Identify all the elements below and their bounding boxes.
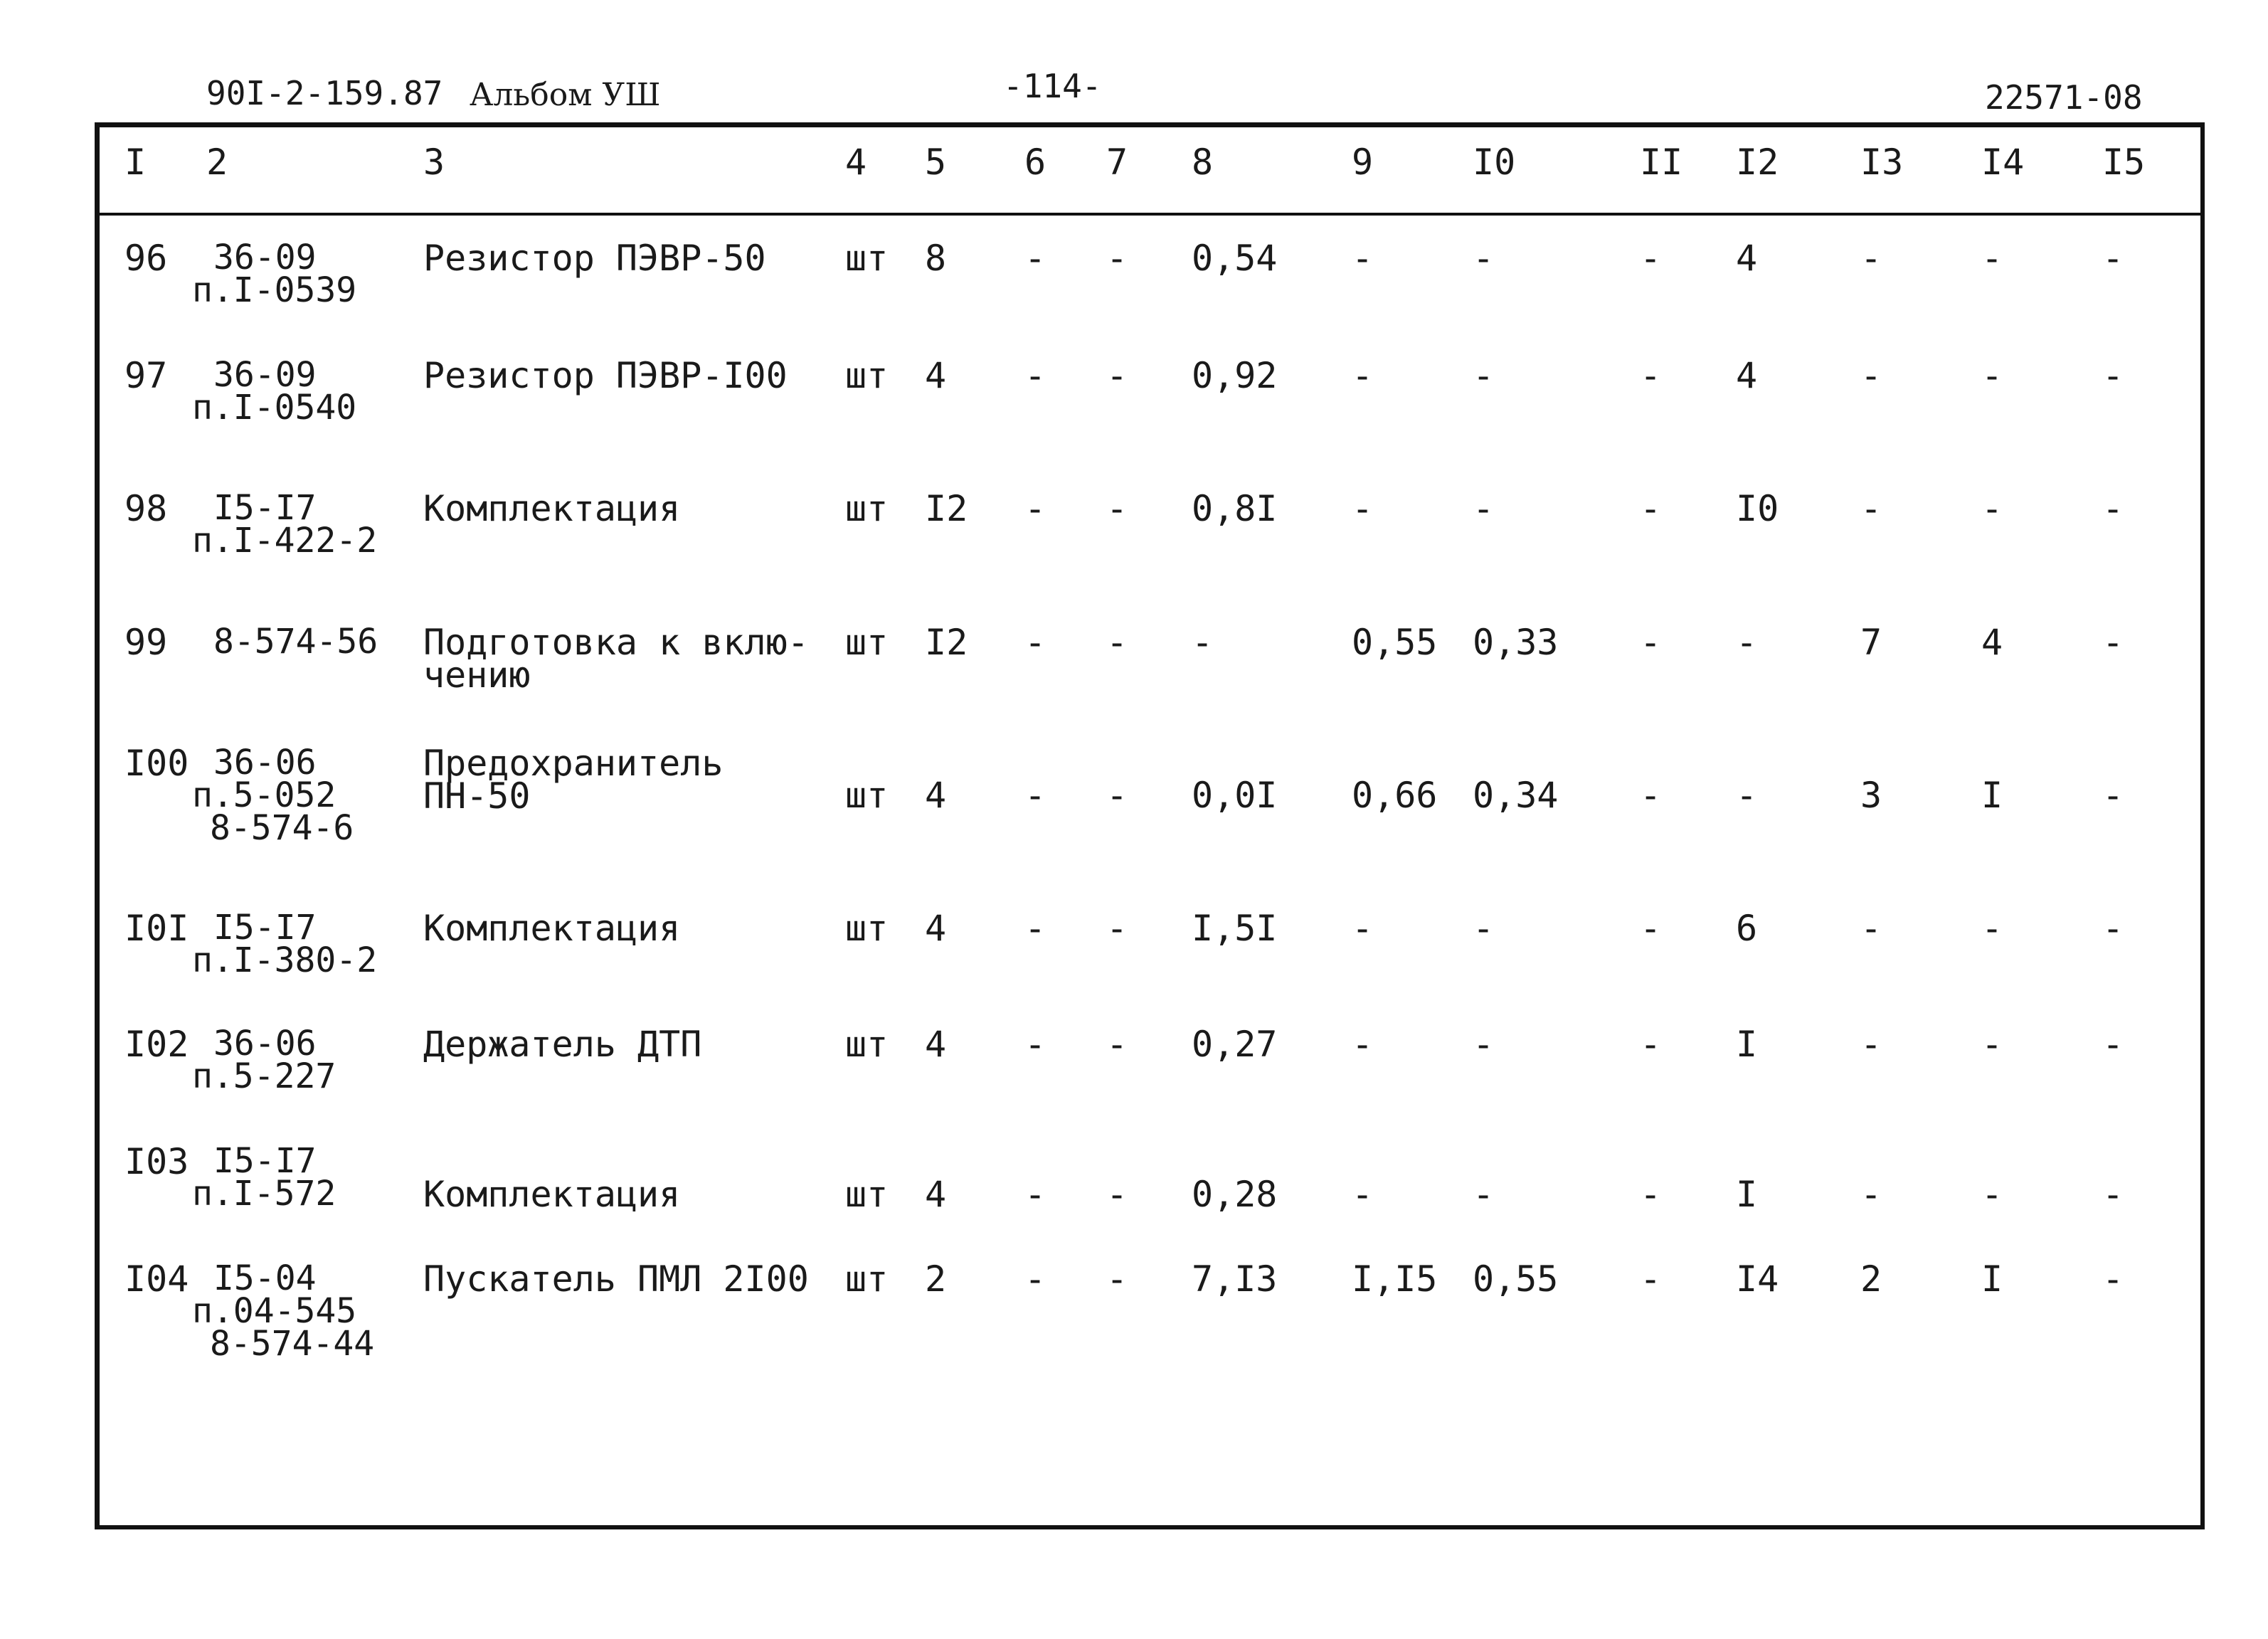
col10-cell: 0,33: [1473, 622, 1559, 663]
quantity-cell: I2: [925, 622, 968, 663]
code-line: I5-I7: [213, 908, 317, 948]
unit-cell: шт: [845, 622, 889, 663]
col11-cell: -: [1640, 1174, 1662, 1215]
name-line: Резистор ПЭВР-50: [423, 238, 766, 279]
column-header-14: I4: [1981, 142, 2025, 183]
col6-cell: -: [1024, 355, 1046, 396]
col13-cell: 7: [1860, 622, 1882, 663]
col7-cell: -: [1106, 355, 1128, 396]
col11-cell: -: [1640, 355, 1662, 396]
col9-cell: 0,66: [1352, 775, 1438, 816]
col7-cell: -: [1106, 238, 1128, 279]
col12-cell: -: [1736, 775, 1758, 816]
name-line: Держатель ДТП: [423, 1024, 702, 1065]
row-number: I03: [124, 1141, 189, 1182]
col9-cell: -: [1352, 1024, 1374, 1065]
row-number: 96: [124, 238, 168, 279]
col10-cell: -: [1473, 488, 1495, 529]
name-line: ПН-50: [423, 775, 531, 817]
col7-cell: -: [1106, 1174, 1128, 1215]
code-line: п.I-422-2: [192, 521, 378, 561]
column-header-6: 6: [1024, 142, 1046, 183]
page-number: -114-: [1003, 67, 1102, 105]
col14-cell: I: [1981, 775, 2003, 816]
col12-cell: 4: [1736, 355, 1758, 396]
column-header-12: I2: [1736, 142, 1779, 183]
col7-cell: -: [1106, 1024, 1128, 1065]
column-header-13: I3: [1860, 142, 1904, 183]
col15-cell: -: [2102, 1258, 2124, 1300]
quantity-cell: 8: [925, 238, 947, 279]
col8-cell: 0,8I: [1192, 488, 1278, 529]
unit-cell: шт: [845, 1024, 889, 1065]
col10-cell: 0,55: [1473, 1258, 1559, 1300]
col8-cell: 0,54: [1192, 238, 1278, 279]
col10-cell: 0,34: [1473, 775, 1559, 816]
col11-cell: -: [1640, 1024, 1662, 1065]
col13-cell: -: [1860, 1024, 1882, 1065]
unit-cell: шт: [845, 908, 889, 949]
col9-cell: I,I5: [1352, 1258, 1438, 1300]
col12-cell: -: [1736, 622, 1758, 663]
column-header-8: 8: [1192, 142, 1214, 183]
column-header-7: 7: [1106, 142, 1128, 183]
col15-cell: -: [2102, 355, 2124, 396]
col11-cell: -: [1640, 775, 1662, 816]
col15-cell: -: [2102, 1024, 2124, 1065]
unit-cell: шт: [845, 775, 889, 816]
name-line: Пускатель ПМЛ 2I00: [423, 1258, 809, 1300]
col12-cell: I0: [1736, 488, 1779, 529]
col6-cell: -: [1024, 775, 1046, 816]
col12-cell: 4: [1736, 238, 1758, 279]
code-line: п.04-545: [192, 1291, 357, 1331]
col15-cell: -: [2102, 238, 2124, 279]
col9-cell: -: [1352, 488, 1374, 529]
code-line: I5-I7: [213, 1141, 317, 1181]
col15-cell: -: [2102, 622, 2124, 663]
code-line: п.I-0539: [192, 270, 357, 310]
row-number: 98: [124, 488, 168, 529]
col8-cell: 0,0I: [1192, 775, 1278, 816]
column-header-15: I5: [2102, 142, 2146, 183]
col13-cell: -: [1860, 488, 1882, 529]
col6-cell: -: [1024, 1024, 1046, 1065]
code-line: п.I-572: [192, 1174, 337, 1214]
col13-cell: 2: [1860, 1258, 1882, 1300]
unit-cell: шт: [845, 1174, 889, 1215]
col10-cell: -: [1473, 238, 1495, 279]
quantity-cell: 4: [925, 775, 947, 816]
col11-cell: -: [1640, 488, 1662, 529]
col15-cell: -: [2102, 1174, 2124, 1215]
document-code: 90I-2-159.87: [206, 74, 443, 112]
code-line: 36-09: [213, 238, 317, 277]
col7-cell: -: [1106, 908, 1128, 949]
name-line: Комплектация: [423, 488, 681, 529]
col14-cell: -: [1981, 488, 2003, 529]
col7-cell: -: [1106, 1258, 1128, 1300]
code-line: 36-09: [213, 355, 317, 395]
row-number: 99: [124, 622, 168, 663]
col14-cell: -: [1981, 908, 2003, 949]
col14-cell: -: [1981, 355, 2003, 396]
col14-cell: -: [1981, 238, 2003, 279]
column-header-2: 2: [206, 142, 228, 183]
col13-cell: -: [1860, 908, 1882, 949]
col8-cell: I,5I: [1192, 908, 1278, 949]
code-line: 8-574-44: [210, 1324, 375, 1364]
col6-cell: -: [1024, 1174, 1046, 1215]
col6-cell: -: [1024, 622, 1046, 663]
column-header-11: II: [1640, 142, 1683, 183]
col9-cell: 0,55: [1352, 622, 1438, 663]
col7-cell: -: [1106, 775, 1128, 816]
col12-cell: I4: [1736, 1258, 1779, 1300]
col14-cell: -: [1981, 1024, 2003, 1065]
unit-cell: шт: [845, 488, 889, 529]
col13-cell: -: [1860, 1174, 1882, 1215]
code-line: 8-574-56: [213, 622, 378, 662]
table-frame: [95, 122, 2205, 1529]
name-line: Комплектация: [423, 1174, 681, 1215]
col12-cell: I: [1736, 1024, 1758, 1065]
col10-cell: -: [1473, 1024, 1495, 1065]
col7-cell: -: [1106, 488, 1128, 529]
column-header-4: 4: [845, 142, 867, 183]
col8-cell: 0,28: [1192, 1174, 1278, 1215]
col8-cell: 0,27: [1192, 1024, 1278, 1065]
row-number: I04: [124, 1258, 189, 1300]
col8-cell: 7,I3: [1192, 1258, 1278, 1300]
col11-cell: -: [1640, 238, 1662, 279]
col14-cell: -: [1981, 1174, 2003, 1215]
quantity-cell: 4: [925, 1024, 947, 1065]
col15-cell: -: [2102, 488, 2124, 529]
name-line: Резистор ПЭВР-I00: [423, 355, 788, 396]
col8-cell: -: [1192, 622, 1214, 663]
column-header-9: 9: [1352, 142, 1374, 183]
code-line: п.5-052: [192, 775, 337, 815]
name-line: чению: [423, 654, 531, 696]
name-line: Комплектация: [423, 908, 681, 949]
row-number: I00: [124, 743, 189, 784]
col10-cell: -: [1473, 355, 1495, 396]
col11-cell: -: [1640, 1258, 1662, 1300]
col11-cell: -: [1640, 908, 1662, 949]
code-line: 36-06: [213, 1024, 317, 1064]
quantity-cell: 4: [925, 908, 947, 949]
col9-cell: -: [1352, 908, 1374, 949]
unit-cell: шт: [845, 1258, 889, 1300]
quantity-cell: 2: [925, 1258, 947, 1300]
col6-cell: -: [1024, 488, 1046, 529]
col6-cell: -: [1024, 238, 1046, 279]
col9-cell: -: [1352, 1174, 1374, 1215]
code-line: I5-I7: [213, 488, 317, 528]
col12-cell: I: [1736, 1174, 1758, 1215]
col13-cell: -: [1860, 238, 1882, 279]
quantity-cell: 4: [925, 355, 947, 396]
code-line: п.I-380-2: [192, 940, 378, 980]
quantity-cell: 4: [925, 1174, 947, 1215]
code-line: п.5-227: [192, 1056, 337, 1096]
col8-cell: 0,92: [1192, 355, 1278, 396]
name-line: Подготовка к вклю-: [423, 622, 809, 663]
unit-cell: шт: [845, 238, 889, 279]
row-number: I02: [124, 1024, 189, 1065]
col7-cell: -: [1106, 622, 1128, 663]
row-number: 97: [124, 355, 168, 396]
column-header-1: I: [124, 142, 147, 183]
col9-cell: -: [1352, 355, 1374, 396]
code-line: 36-06: [213, 743, 317, 783]
col6-cell: -: [1024, 1258, 1046, 1300]
col13-cell: 3: [1860, 775, 1882, 816]
row-number: I0I: [124, 908, 189, 949]
col14-cell: 4: [1981, 622, 2003, 663]
header-divider: [100, 213, 2200, 216]
column-header-3: 3: [423, 142, 445, 183]
code-line: I5-04: [213, 1258, 317, 1298]
unit-cell: шт: [845, 355, 889, 396]
code-line: 8-574-6: [210, 808, 354, 848]
col6-cell: -: [1024, 908, 1046, 949]
code-line: п.I-0540: [192, 388, 357, 428]
column-header-10: I0: [1473, 142, 1516, 183]
col10-cell: -: [1473, 908, 1495, 949]
sheet-code: 22571-08: [1985, 78, 2143, 117]
col12-cell: 6: [1736, 908, 1758, 949]
quantity-cell: I2: [925, 488, 968, 529]
col14-cell: I: [1981, 1258, 2003, 1300]
column-header-5: 5: [925, 142, 947, 183]
col11-cell: -: [1640, 622, 1662, 663]
col9-cell: -: [1352, 238, 1374, 279]
col15-cell: -: [2102, 775, 2124, 816]
col10-cell: -: [1473, 1174, 1495, 1215]
col15-cell: -: [2102, 908, 2124, 949]
album-label: Альбом УШ: [470, 77, 661, 113]
name-line: Предохранитель: [423, 743, 724, 784]
col13-cell: -: [1860, 355, 1882, 396]
